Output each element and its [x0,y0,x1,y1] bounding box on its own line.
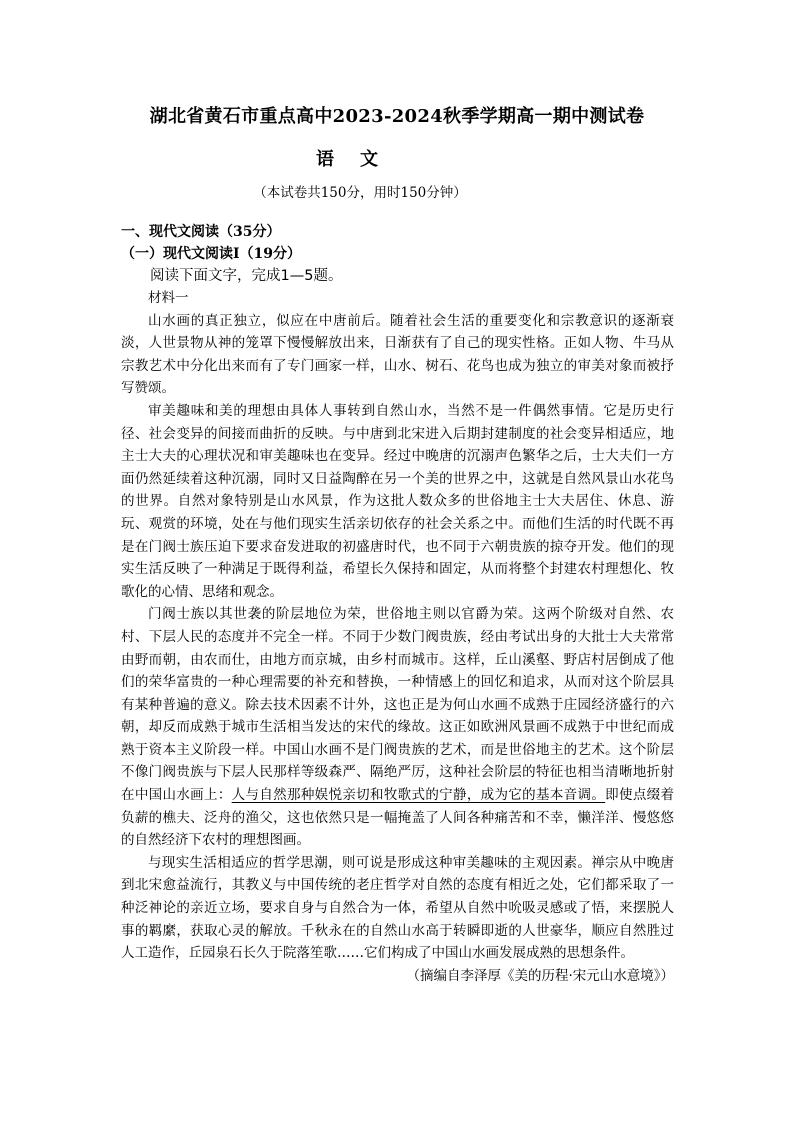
exam-content [121,221,674,987]
underlined-sentence: 人与自然那种娱悦亲切和牧歌式的宁静，成为它的基本音调。 [231,787,606,804]
exam-info: （本试卷共150分，用时150分钟） [253,185,467,201]
paragraph-3-text-end: 即使点缀着负薪的樵夫、泛舟的渔父，这也依然只是一幅掩盖了人间各种痛苦和不幸，懒洋洋、慢悠悠的自然经济下农村的理想图画。 [121,787,675,849]
source-citation: （摘编自李泽厚《美的历程·宋元山水意境》） [406,967,674,984]
reading-instruction: 阅读下面文字，完成1—5题。 [150,268,343,284]
subject-title: 语文 [316,149,404,170]
paragraph-2: 审美趣味和美的理想由具体人事转到自然山水，当然不是一件偶然事情。它是历史行径、社会变异的间接而曲折的反映。与中唐到北宋进入后期封建制度的社会变异相适应，地主士大夫的心理状况和审美趣味也在变异。经过中晚唐的沉溺声色繁华之后，士大夫们一方面仍然延续着这种沉溺，同时又日益陶醉在另一个美的世界之中，这就是自然风景山水花鸟的世界。自然对象特别是山水风景，作为这批人数众多的世俗地主士大夫居住、休息、游玩、观赏的环境，处在与他们现实生活亲切依存的社会关系之中。而他们生活的时代既不再是在门阀士族压迫下要求奋发进取的初盛唐时代，也不同于六朝贵族的掠夺开发。他们的现实生活反映了一种满足于既得利益，希望长久保持和固定，从而将整个封建农村理想化、牧歌化的心情、思绪和观念。 [121,402,674,600]
section-heading: 一、现代文阅读（35分） [121,224,281,240]
subsection-heading: （一）现代文阅读Ⅰ（19分） [121,246,302,262]
paragraph-4: 与现实生活相适应的哲学思潮，则可说是形成这种审美趣味的主观因素。禅宗从中晚唐到北宋愈益流行，其教义与中国传统的老庄哲学对自然的态度有相近之处，它们都采取了一种泛神论的亲近立场，要求自身与自然合为一体，希望从自然中吮吸灵感或了悟，来摆脱人事的羁縻，获取心灵的解放。千秋永在的自然山水高于转瞬即逝的人世豪华，顺应自然胜过人工造作，丘园泉石长久于院落笙歌……它们构成了中国山水画发展成熟的思想条件。 [121,854,674,962]
paragraph-1: 山水画的真正独立，似应在中唐前后。随着社会生活的重要变化和宗教意识的逐渐衰淡，人世景物从神的笼罩下慢慢解放出来，日渐获有了自己的现实性格。正如人物、牛马从宗教艺术中分化出来而有了专门画家一样，山水、树石、花鸟也成为独立的审美对象而被抒写赞颂。 [121,312,674,397]
paragraph-3 [121,603,674,852]
exam-title: 湖北省黄石市重点高中2023-2024秋季学期高一期中测试卷 [149,106,645,127]
paragraph-3-text: 门阀士族以其世袭的阶层地位为荣，世俗地主则以官爵为荣。这两个阶级对自然、农村、下层人民的态度并不完全一样。不同于少数门阀贵族，经由考试出身的大批士大夫常常由野而朝，由农而仕，由地方而京城，由乡村而城市。这样，丘山溪壑、野店村居倒成了他们的荣华富贵的一种心理需要的补充和替换，一种情感上的回忆和追求，从而对这个阶层具有某种普遍的意义。除去技术因素不计外，这也正是为何山水画不成熟于庄园经济盛行的六朝，却反而成熟于城市生活相当发达的宋代的缘故。这正如欧洲风景画不成熟于中世纪而成熟于资本主义阶段一样。中国山水画不是门阀贵族的艺术，而是世俗地主的艺术。这个阶层不像门阀贵族与下层人民那样等级森严、隔绝严厉，这种社会阶层的特征也相当清晰地折射在中国山水画上： [121,606,674,804]
material-label: 材料一 [148,290,189,306]
